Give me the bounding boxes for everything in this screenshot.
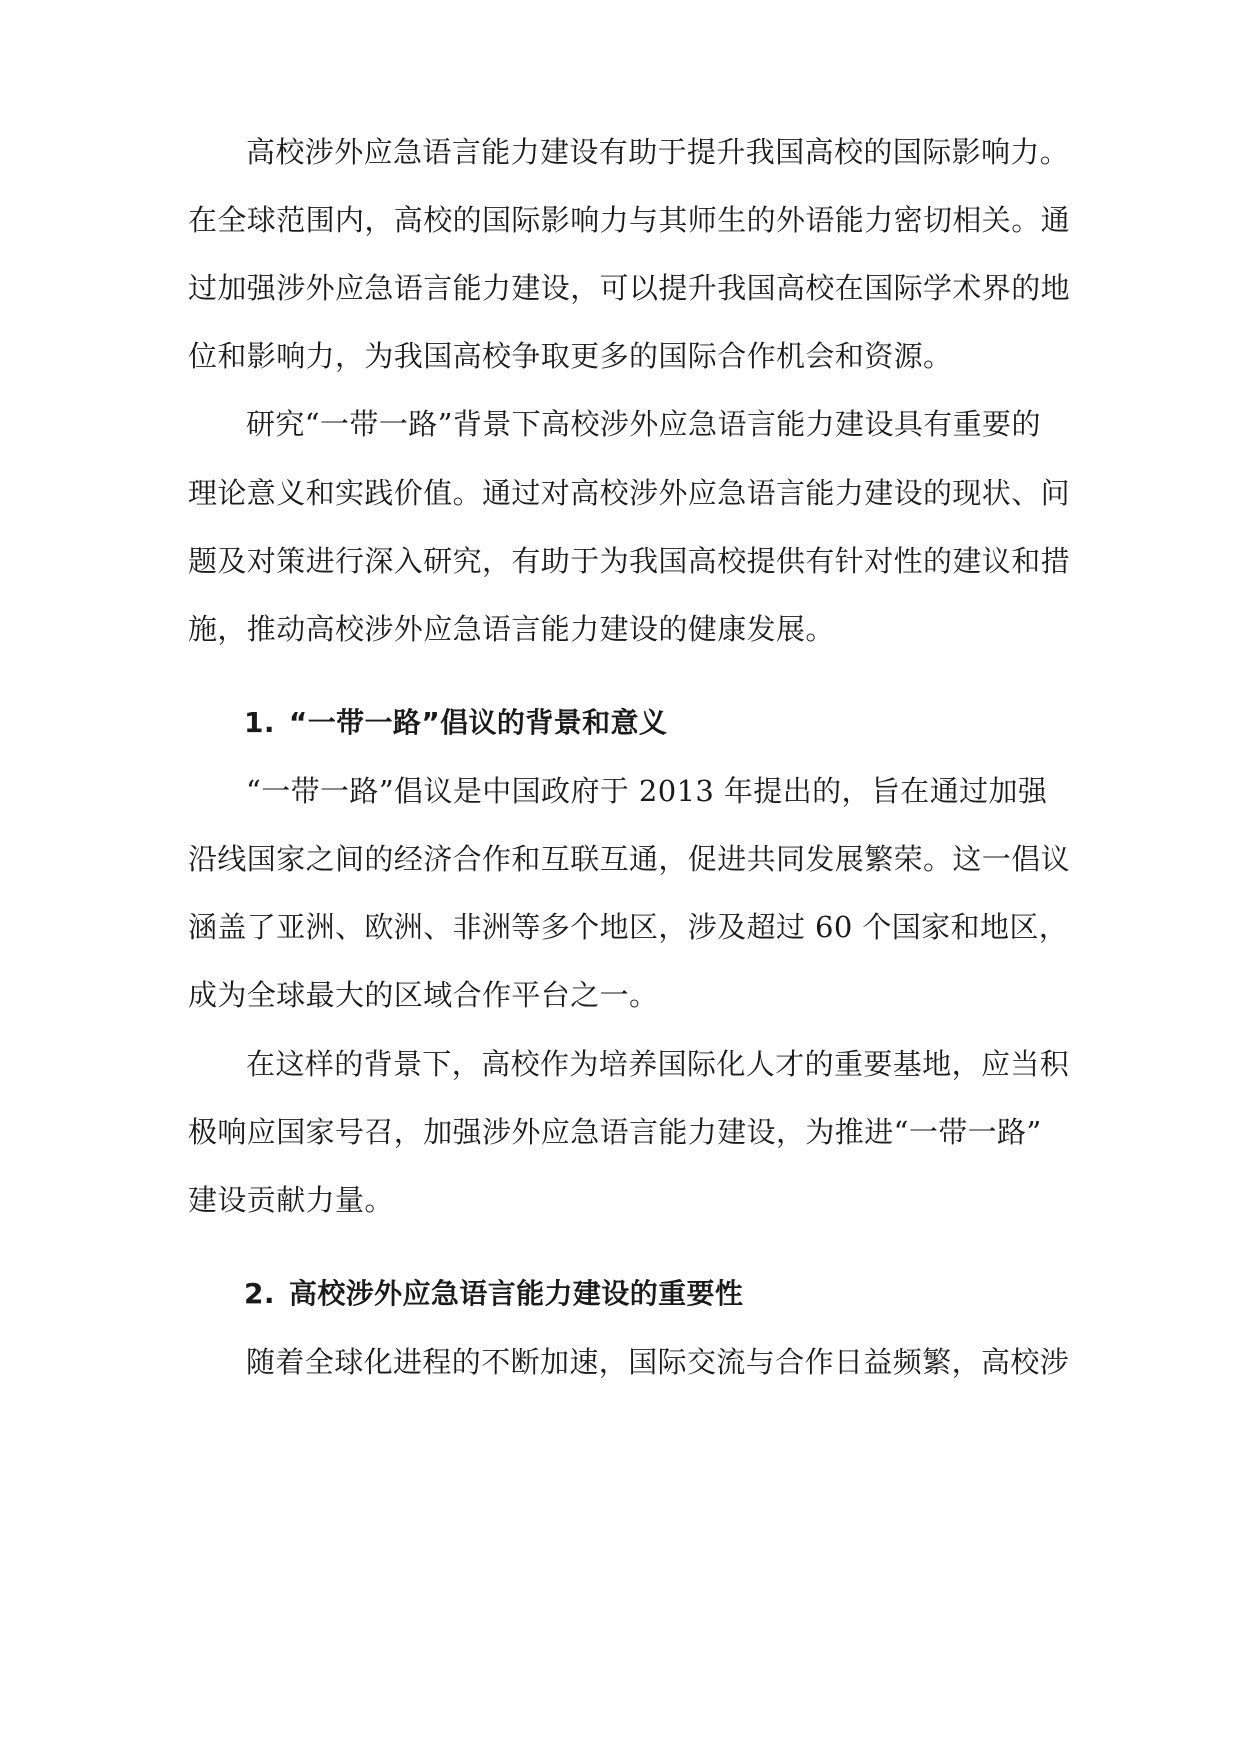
- section-1-paragraph-1-line-1: “一带一路”倡议是中国政府于 2013 年提出的，旨在通过加强: [246, 774, 1048, 808]
- section-1-heading: [244, 703, 1104, 743]
- paragraph-2-line-4: 施，推动高校涉外应急语言能力建设的健康发展。: [188, 612, 835, 646]
- section-2-paragraph-1-line-1: 随着全球化进程的不断加速，国际交流与合作日益频繁，高校涉: [246, 1345, 1070, 1379]
- section-2-title: 高校涉外应急语言能力建设的重要性: [288, 1277, 744, 1310]
- section-1-title: “一带一路”倡议的背景和意义: [288, 706, 668, 739]
- paragraph-2-line-1: 研究“一带一路”背景下高校涉外应急语言能力建设具有重要的: [246, 407, 1041, 441]
- section-1-paragraph-1-line-2: 沿线国家之间的经济合作和互联互通，促进共同发展繁荣。这一倡议: [188, 842, 1071, 876]
- section-1-paragraph-2-line-3: 建设贡献力量。: [188, 1183, 394, 1217]
- paragraph-1-line-2: 在全球范围内，高校的国际影响力与其师生的外语能力密切相关。通: [188, 203, 1071, 237]
- section-2-heading: [244, 1274, 1104, 1314]
- section-1-paragraph-1-line-3: 涵盖了亚洲、欧洲、非洲等多个地区，涉及超过 60 个国家和地区，: [188, 910, 1069, 944]
- section-1-paragraph-2-line-2: 极响应国家号召，加强涉外应急语言能力建设，为推进“一带一路”: [188, 1115, 1042, 1149]
- paragraph-1-line-4: 位和影响力，为我国高校争取更多的国际合作机会和资源。: [188, 339, 953, 373]
- paragraph-1-line-3: 过加强涉外应急语言能力建设，可以提升我国高校在国际学术界的地: [188, 271, 1071, 305]
- paragraph-1-line-1: 高校涉外应急语言能力建设有助于提升我国高校的国际影响力。: [246, 135, 1070, 169]
- section-1-paragraph-1-line-4: 成为全球最大的区域合作平台之一。: [188, 978, 659, 1012]
- section-1-number: 1.: [244, 706, 275, 739]
- paragraph-2-line-3: 题及对策进行深入研究，有助于为我国高校提供有针对性的建议和措: [188, 544, 1071, 578]
- section-2-number: 2.: [244, 1277, 275, 1310]
- section-1-paragraph-2-line-1: 在这样的背景下，高校作为培养国际化人才的重要基地，应当积: [246, 1047, 1070, 1081]
- paragraph-2-line-2: 理论意义和实践价值。通过对高校涉外应急语言能力建设的现状、问: [188, 476, 1071, 510]
